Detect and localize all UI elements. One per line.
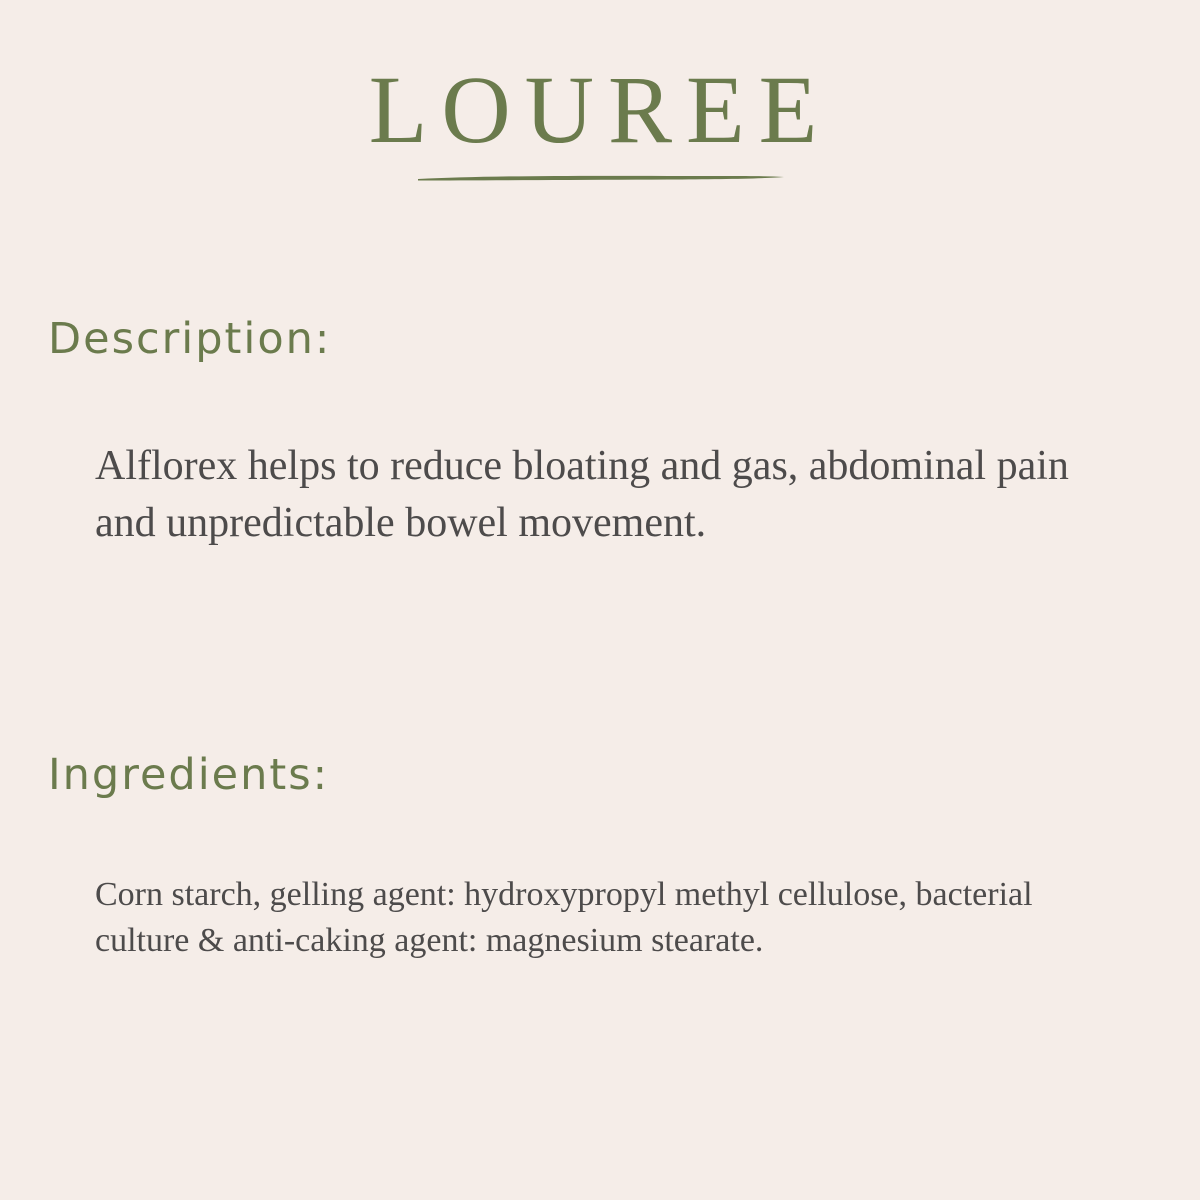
ingredients-heading: Ingredients: xyxy=(48,750,330,800)
brand-underline-stroke xyxy=(418,174,784,182)
brush-stroke-shape xyxy=(418,176,784,181)
description-heading: Description: xyxy=(48,314,332,364)
ingredients-text: Corn starch, gelling agent: hydroxypropyl methyl cellulose, bacterial culture & anti-caking agent: magnesium stearate. xyxy=(95,876,1033,959)
description-text: Alflorex helps to reduce bloating and gas, abdominal pain and unpredictable bowel movement. xyxy=(95,443,1069,546)
brand-logo: LOUREE xyxy=(368,56,832,163)
